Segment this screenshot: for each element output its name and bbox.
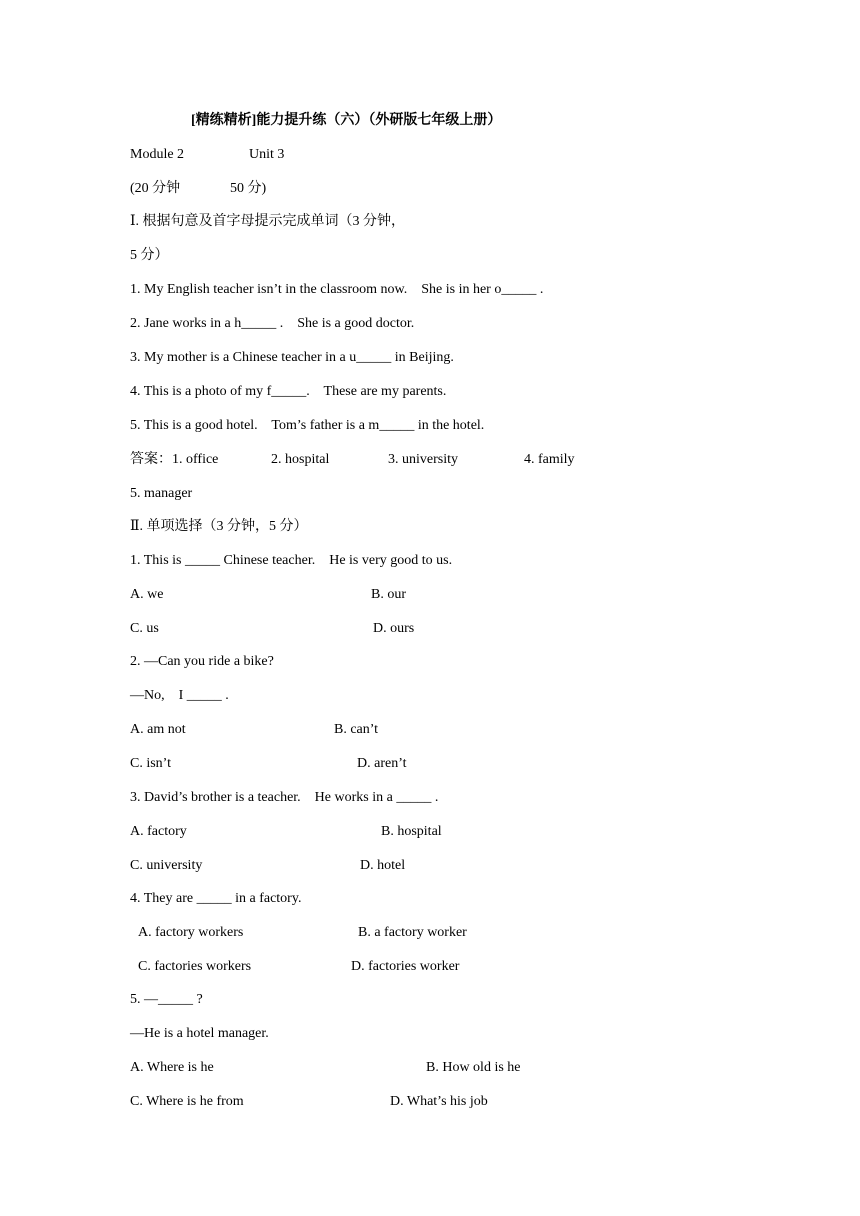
option-a: A. we (130, 587, 164, 602)
answer-5: 5. manager (130, 486, 193, 501)
option-a: A. factory workers (138, 925, 244, 940)
section1-item: 4. This is a photo of my f_____. These are my parents. (130, 384, 447, 399)
section1-item: 2. Jane works in a h_____ . She is a good doctor. (130, 316, 415, 331)
answer-2: 2. hospital (271, 452, 330, 467)
option-c: C. university (130, 858, 203, 873)
time-label: (20 分钟 (130, 181, 181, 196)
section1-heading-cont: 5 分） (130, 248, 169, 263)
question-stem: 5. —_____ ? (130, 992, 203, 1007)
question-stem: 3. David’s brother is a teacher. He works in a _____ . (130, 790, 439, 805)
question-stem-reply: —No, I _____ . (130, 688, 229, 703)
option-b: B. a factory worker (358, 925, 467, 940)
option-d: D. hotel (360, 858, 406, 873)
option-b: B. hospital (381, 824, 442, 839)
section1-item: 1. My English teacher isn’t in the classroom now. She is in her o_____ . (130, 282, 544, 297)
question-stem: 1. This is _____ Chinese teacher. He is very good to us. (130, 553, 453, 568)
option-c: C. factories workers (138, 959, 252, 974)
option-c: C. isn’t (130, 756, 171, 771)
option-b: B. our (371, 587, 406, 602)
question-stem: 2. —Can you ride a bike? (130, 654, 274, 669)
option-a: A. Where is he (130, 1060, 214, 1075)
option-b: B. How old is he (426, 1060, 521, 1075)
module-label: Module 2 (130, 147, 185, 162)
option-c: C. us (130, 621, 159, 636)
answer-label: 答案：1. office (130, 452, 219, 467)
option-d: D. What’s his job (390, 1094, 488, 1109)
question-stem-reply: —He is a hotel manager. (130, 1026, 269, 1041)
option-a: A. am not (130, 722, 186, 737)
option-d: D. aren’t (357, 756, 407, 771)
section2-heading: Ⅱ. 单项选择（3 分钟，5 分） (130, 519, 308, 534)
document-title: [精练精析]能力提升练（六）（外研版七年级上册） (191, 113, 502, 128)
answer-4: 4. family (524, 452, 575, 467)
question-stem: 4. They are _____ in a factory. (130, 891, 302, 906)
section1-heading: Ⅰ. 根据句意及首字母提示完成单词（3 分钟， (130, 214, 406, 229)
option-b: B. can’t (334, 722, 379, 737)
section1-item: 3. My mother is a Chinese teacher in a u_____ in Beijing. (130, 350, 454, 365)
option-a: A. factory (130, 824, 187, 839)
option-d: D. ours (373, 621, 415, 636)
unit-label: Unit 3 (249, 147, 285, 162)
score-label: 50 分) (230, 181, 267, 196)
option-d: D. factories worker (351, 959, 460, 974)
option-c: C. Where is he from (130, 1094, 244, 1109)
answer-3: 3. university (388, 452, 458, 467)
section1-item: 5. This is a good hotel. Tom’s father is a m_____ in the hotel. (130, 418, 485, 433)
